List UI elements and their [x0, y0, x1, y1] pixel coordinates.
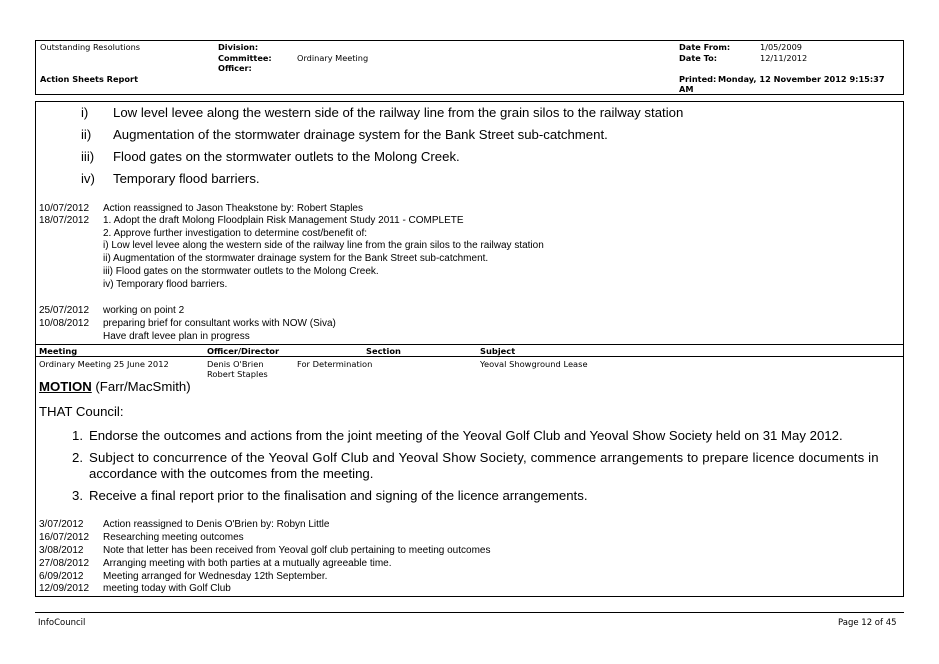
list-item-text: Temporary flood barriers.	[113, 171, 260, 186]
committee-label: Committee:	[218, 53, 272, 63]
footer-divider	[35, 612, 904, 613]
motion-item-text: Endorse the outcomes and actions from the joint meeting of the Yeoval Golf Club and Yeoval Show Society held on 31 May 2012.	[89, 428, 843, 443]
list-item-text: Flood gates on the stormwater outlets to the Molong Creek.	[113, 149, 460, 164]
log-text: Have draft levee plan in progress	[103, 331, 250, 342]
log-text: 1. Adopt the draft Molong Floodplain Risk Management Study 2011 - COMPLETE	[103, 215, 464, 226]
list-item-num: i)	[81, 105, 89, 120]
log-date: 6/09/2012	[39, 571, 84, 582]
log-text: preparing brief for consultant works with NOW (Siva)	[103, 318, 336, 329]
motion-item-text: Subject to concurrence of the Yeoval Golf Club and Yeoval Show Society, commence arrangements to prepare licence documents in	[89, 450, 879, 465]
action-sheet-body	[35, 101, 904, 597]
log-text: Action reassigned to Jason Theakstone by: Robert Staples	[103, 203, 363, 214]
motion-item-num: 1.	[72, 428, 83, 443]
log-text: working on point 2	[103, 305, 185, 316]
date-from-label: Date From:	[679, 42, 731, 52]
printed-value-cont: AM	[679, 84, 694, 94]
log-text: iv) Temporary flood barriers.	[103, 279, 228, 290]
log-text: Note that letter has been received from Yeoval golf club pertaining to meeting outcomes	[103, 545, 491, 556]
report-name: Outstanding Resolutions	[40, 42, 141, 52]
date-to-value: 12/11/2012	[760, 53, 808, 63]
log-date: 12/09/2012	[39, 583, 90, 594]
committee-value: Ordinary Meeting	[297, 53, 369, 63]
col-subject: Subject	[480, 346, 516, 356]
motion-intro: THAT Council:	[39, 404, 124, 419]
record-director: Robert Staples	[207, 369, 268, 379]
record-section: For Determination	[297, 359, 373, 369]
printed-value: Monday, 12 November 2012 9:15:37	[718, 74, 885, 84]
officer-label: Officer:	[218, 63, 252, 73]
log-text: i) Low level levee along the western side of the railway line from the grain silos to the railway station	[103, 240, 544, 251]
log-date: 3/07/2012	[39, 519, 84, 530]
col-officer: Officer/Director	[207, 346, 280, 356]
motion-item-text: Receive a final report prior to the finalisation and signing of the licence arrangements.	[89, 488, 588, 503]
log-date: 18/07/2012	[39, 215, 90, 226]
divider	[36, 344, 903, 345]
motion-item-num: 3.	[72, 488, 83, 503]
log-date: 10/08/2012	[39, 318, 90, 329]
motion-heading	[39, 379, 191, 394]
divider	[36, 356, 903, 357]
log-date: 10/07/2012	[39, 203, 90, 214]
record-subject: Yeoval Showground Lease	[480, 359, 588, 369]
list-item-text: Low level levee along the western side of the railway line from the grain silos to the railway station	[113, 105, 684, 120]
log-text: Action reassigned to Denis O'Brien by: Robyn Little	[103, 519, 330, 530]
date-to-label: Date To:	[679, 53, 718, 63]
list-item-text: Augmentation of the stormwater drainage system for the Bank Street sub-catchment.	[113, 127, 608, 142]
motion-item-text-cont: accordance with the outcomes from the meeting.	[89, 466, 374, 481]
log-date: 25/07/2012	[39, 305, 90, 316]
report-header	[35, 40, 904, 95]
footer-app-name: InfoCouncil	[38, 618, 86, 628]
log-text: Researching meeting outcomes	[103, 532, 244, 543]
motion-movers: (Farr/MacSmith)	[91, 379, 191, 394]
motion-item-num: 2.	[72, 450, 83, 465]
page-number: Page 12 of 45	[838, 618, 897, 628]
log-date: 3/08/2012	[39, 545, 84, 556]
list-item-num: iii)	[81, 149, 95, 164]
log-text: Meeting arranged for Wednesday 12th September.	[103, 571, 328, 582]
record-meeting: Ordinary Meeting 25 June 2012	[39, 359, 169, 369]
log-text: 2. Approve further investigation to determine cost/benefit of:	[103, 228, 368, 239]
col-section: Section	[366, 346, 401, 356]
log-date: 27/08/2012	[39, 558, 90, 569]
log-text: Arranging meeting with both parties at a mutually agreeable time.	[103, 558, 392, 569]
log-text: meeting today with Golf Club	[103, 583, 231, 594]
list-item-num: iv)	[81, 171, 95, 186]
printed-label: Printed:	[679, 74, 717, 84]
division-label: Division:	[218, 42, 259, 52]
log-text: iii) Flood gates on the stormwater outlets to the Molong Creek.	[103, 266, 379, 277]
report-type: Action Sheets Report	[40, 74, 138, 84]
motion-label: MOTION	[39, 379, 92, 394]
log-text: ii) Augmentation of the stormwater drainage system for the Bank Street sub-catchment.	[103, 253, 489, 264]
record-officer: Denis O'Brien	[207, 359, 264, 369]
col-meeting: Meeting	[39, 346, 78, 356]
list-item-num: ii)	[81, 127, 92, 142]
log-date: 16/07/2012	[39, 532, 90, 543]
date-from-value: 1/05/2009	[760, 42, 802, 52]
